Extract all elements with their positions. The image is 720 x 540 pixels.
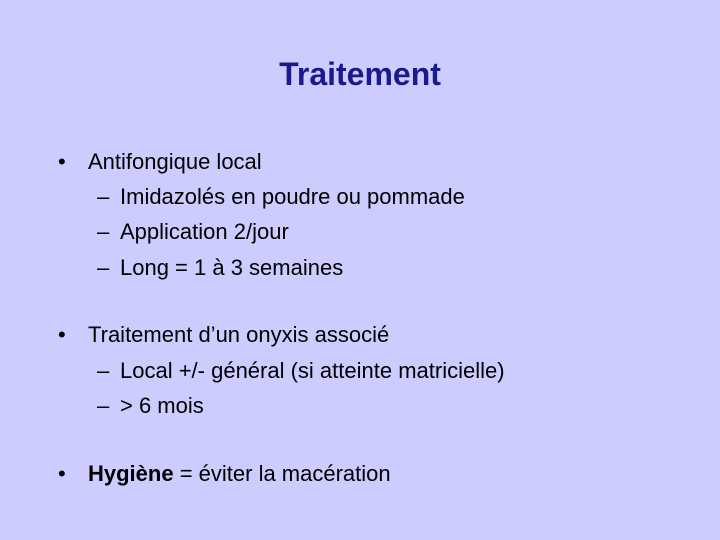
subitem-text: Long = 1 à 3 semaines	[120, 255, 344, 280]
slide-title: Traitement	[279, 56, 441, 92]
subitem-text: Imidazolés en poudre ou pommade	[120, 184, 465, 209]
bullet-hygiene	[58, 461, 391, 487]
bullet-text: Antifongique local	[88, 149, 262, 174]
bullet-antifongique	[58, 149, 262, 175]
bullet-icon: •	[58, 322, 66, 347]
dash-icon: –	[97, 358, 110, 383]
bullet-icon: •	[58, 149, 66, 174]
dash-icon: –	[97, 184, 110, 209]
bullet-text: Traitement d’un onyxis associé	[88, 322, 390, 347]
subitem-application	[97, 219, 289, 245]
bullet-icon: •	[58, 461, 66, 486]
subitem-local-general	[97, 358, 505, 384]
bullet-onyxis	[58, 322, 389, 348]
dash-icon: –	[97, 393, 110, 418]
subitem-six-mois	[97, 393, 204, 419]
subitem-imidazoles	[97, 184, 465, 210]
bullet-bold-text: Hygiène	[88, 461, 174, 486]
bullet-text: = éviter la macération	[173, 461, 391, 486]
dash-icon: –	[97, 255, 110, 280]
subitem-duree	[97, 255, 343, 281]
dash-icon: –	[97, 219, 110, 244]
subitem-text: Application 2/jour	[120, 219, 289, 244]
subitem-text: Local +/- général (si atteinte matricielle)	[120, 358, 505, 383]
subitem-text: > 6 mois	[120, 393, 204, 418]
